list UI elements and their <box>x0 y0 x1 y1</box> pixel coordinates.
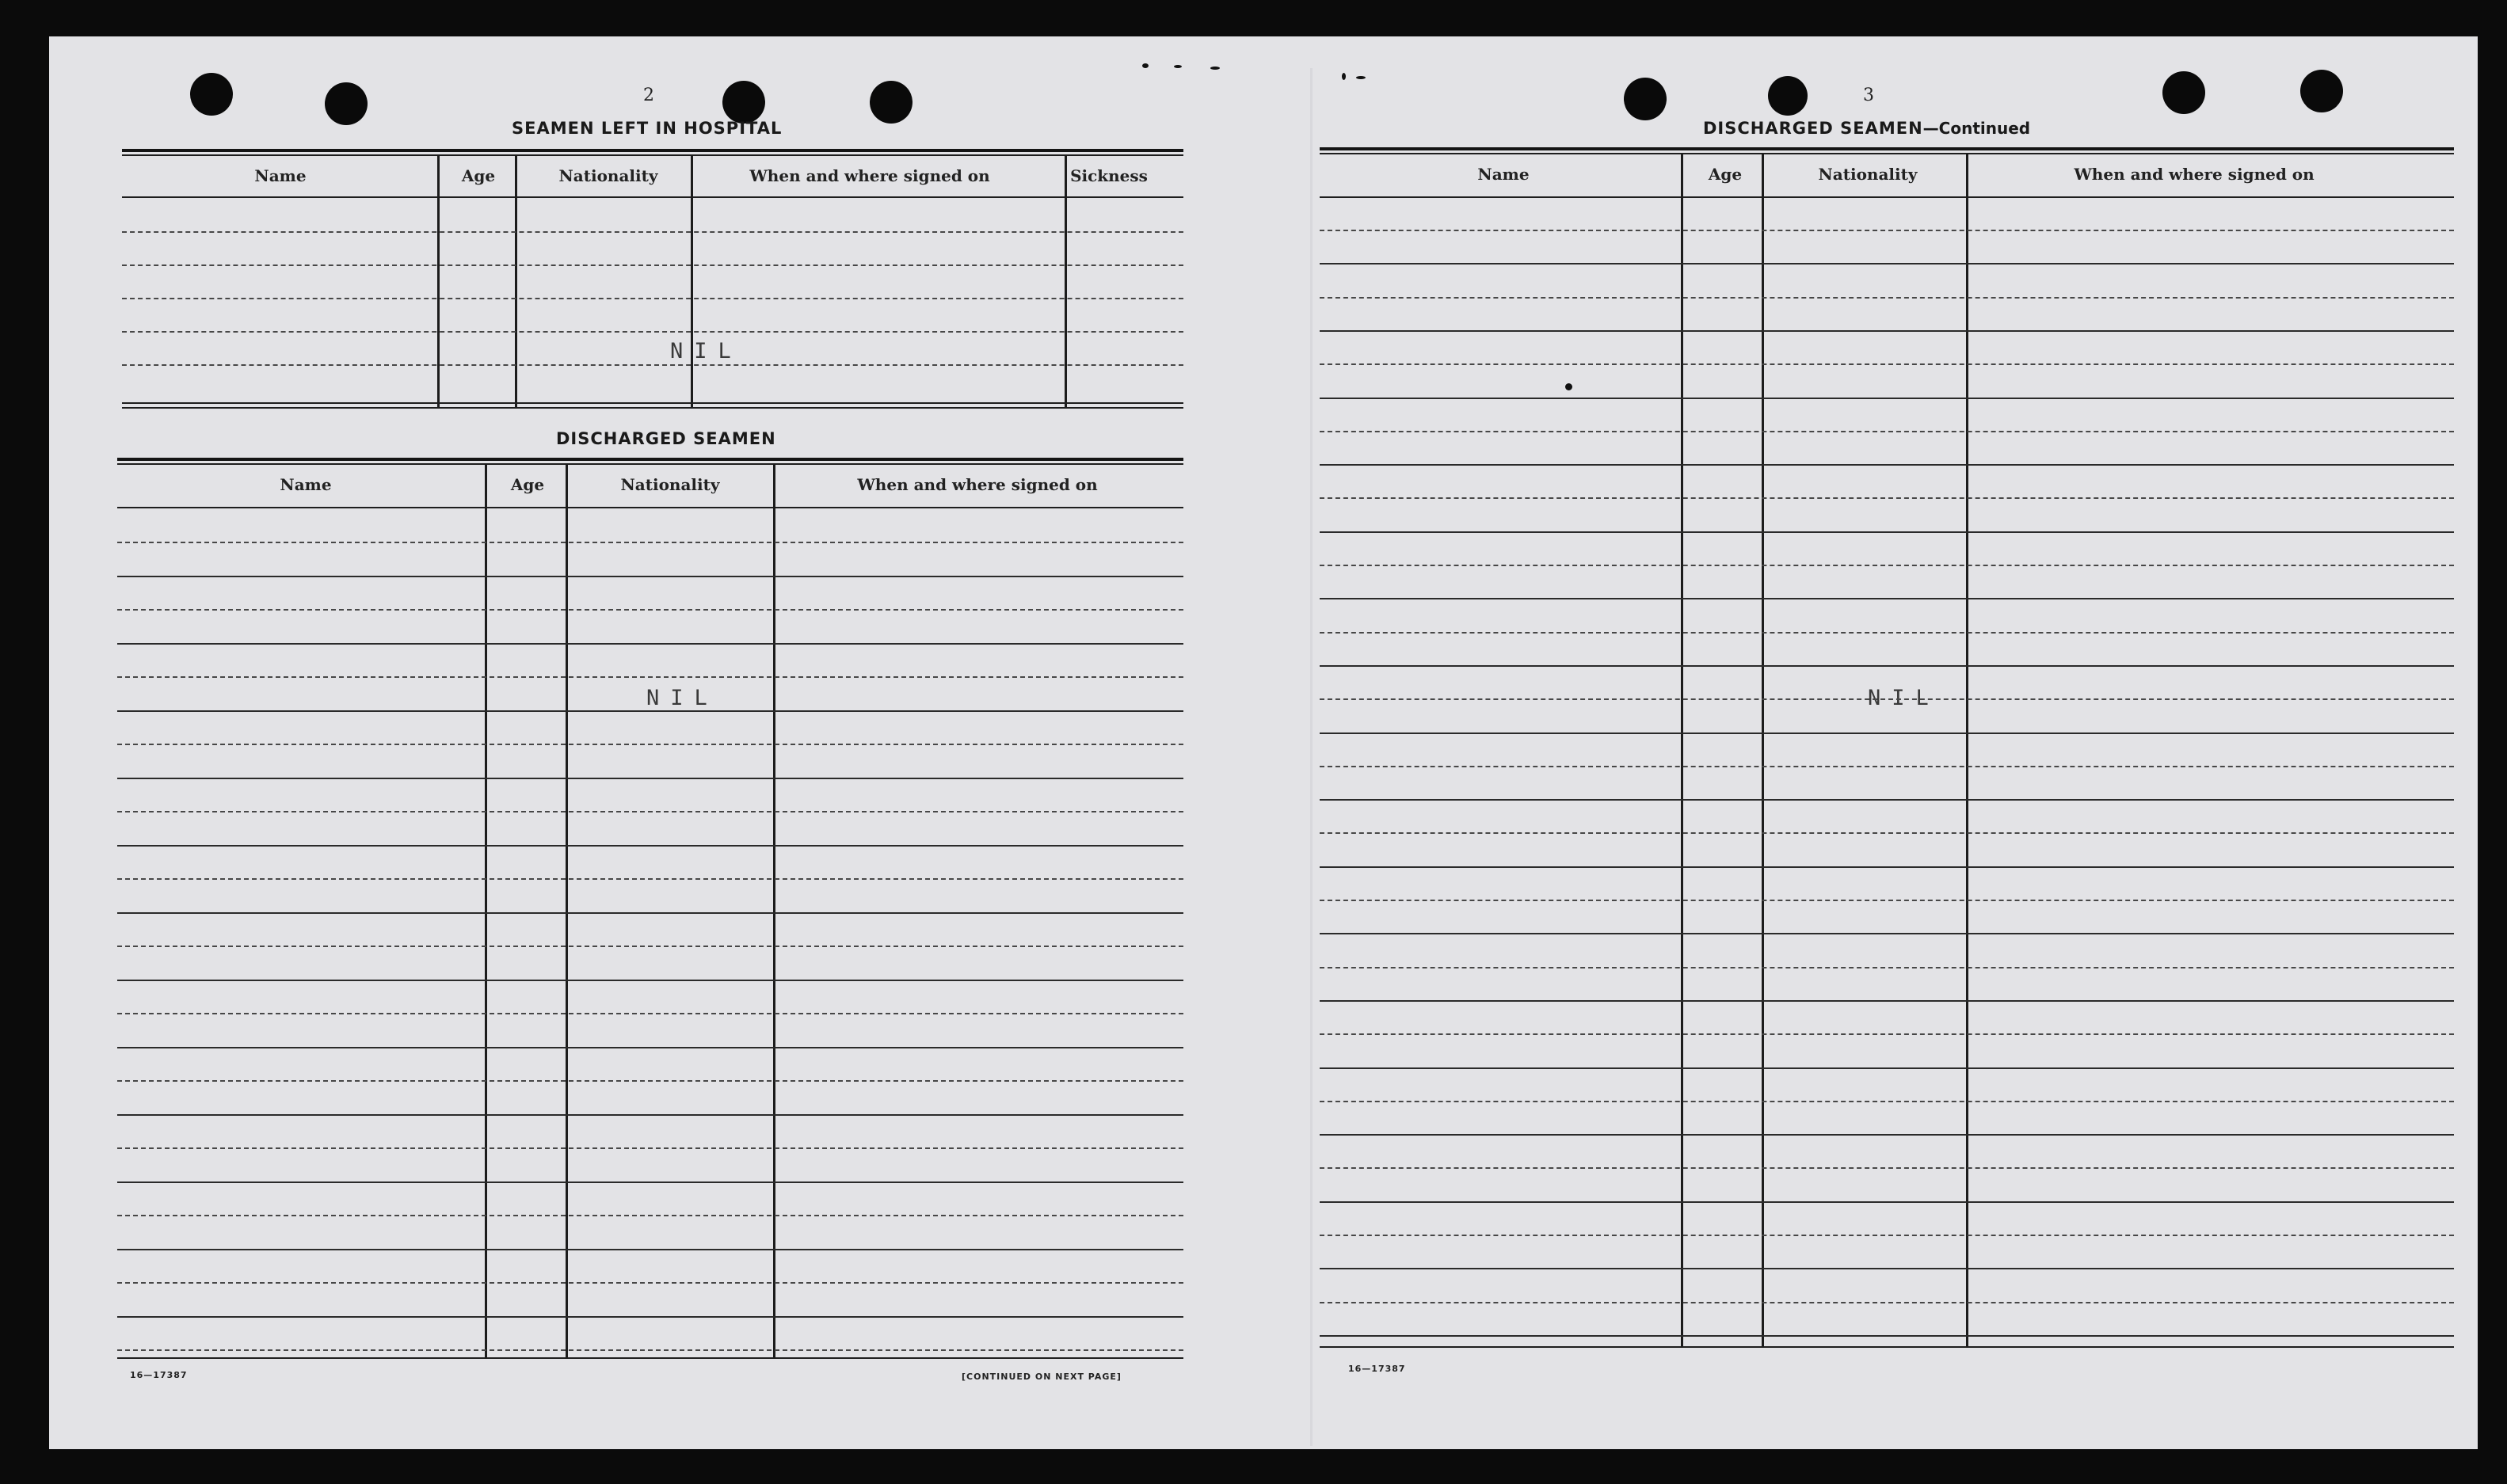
continued-note: [CONTINUED ON NEXT PAGE] <box>962 1372 1122 1382</box>
table-row <box>1320 598 2454 599</box>
column-header-age: Age <box>461 166 496 185</box>
table-row <box>1320 1000 2454 1002</box>
punch-hole <box>1624 78 1667 120</box>
table-row <box>1320 665 2454 667</box>
table-row <box>117 1349 1183 1351</box>
table-row <box>117 609 1183 611</box>
table-row <box>117 778 1183 779</box>
table-row <box>1320 531 2454 533</box>
table-row <box>1320 497 2454 499</box>
ink-speck <box>1142 63 1149 68</box>
table-row <box>1320 363 2454 365</box>
table-row <box>122 364 1183 366</box>
table-row <box>117 912 1183 914</box>
table-row <box>1320 1335 2454 1337</box>
table-row <box>117 643 1183 645</box>
column-header-age: Age <box>510 475 545 494</box>
table-row <box>1320 1033 2454 1035</box>
page-number-right: 3 <box>1863 86 1874 105</box>
punch-hole <box>1768 76 1808 116</box>
table-row <box>117 1080 1183 1082</box>
table-row <box>1320 766 2454 767</box>
form-number-left: 16—17387 <box>130 1370 188 1380</box>
table-row <box>1320 900 2454 901</box>
table-row <box>117 980 1183 981</box>
column-header-nationality: Nationality <box>1818 165 1918 184</box>
form-number-right: 16—17387 <box>1348 1364 1406 1374</box>
section-title-discharged-continued <box>1703 119 2030 138</box>
table-row <box>117 1047 1183 1048</box>
table-row <box>122 231 1183 233</box>
punch-hole <box>2300 70 2343 112</box>
punch-hole <box>870 81 913 124</box>
table-row <box>1320 799 2454 801</box>
table-row <box>122 264 1183 266</box>
table-row <box>117 845 1183 847</box>
column-header-signed-on: When and where signed on <box>2074 165 2315 184</box>
column-header-sickness: Sickness <box>1070 166 1148 185</box>
table-row <box>1320 464 2454 466</box>
column-header-signed-on: When and where signed on <box>857 475 1098 494</box>
table-row <box>117 1316 1183 1318</box>
table-row <box>1320 1268 2454 1269</box>
table-row <box>1320 431 2454 432</box>
column-header-nationality: Nationality <box>558 166 658 185</box>
table-row <box>1320 866 2454 868</box>
column-header-nationality: Nationality <box>620 475 720 494</box>
table-row <box>117 1282 1183 1284</box>
page-fold <box>1310 68 1313 1446</box>
ink-speck <box>1174 65 1182 68</box>
ink-speck <box>1210 67 1220 70</box>
table-row <box>1320 1201 2454 1203</box>
table-row <box>1320 632 2454 634</box>
column-header-name: Name <box>254 166 307 185</box>
document-sheet <box>49 36 2478 1449</box>
table-row <box>117 676 1183 678</box>
table-row <box>117 744 1183 745</box>
table-row <box>117 811 1183 812</box>
punch-hole <box>325 82 368 125</box>
ink-speck <box>1342 73 1346 80</box>
table-row <box>1320 230 2454 231</box>
table-row <box>117 1215 1183 1216</box>
table-row <box>1320 732 2454 734</box>
table-row <box>117 1114 1183 1116</box>
punch-hole <box>2162 71 2205 114</box>
column-header-age: Age <box>1708 165 1743 184</box>
table-row <box>1320 330 2454 332</box>
table-row <box>1320 1302 2454 1303</box>
discharged-table-right <box>1320 147 2454 1383</box>
table-row <box>1320 933 2454 934</box>
section-title-hospital: SEAMEN LEFT IN HOSPITAL <box>512 119 783 138</box>
table-row <box>1320 1167 2454 1169</box>
table-row <box>1320 565 2454 566</box>
column-header-name: Name <box>280 475 332 494</box>
nil-entry-discharged: NIL <box>646 686 718 710</box>
punch-hole <box>722 81 765 124</box>
title-continued: —Continued <box>1922 119 2031 138</box>
table-row <box>1320 1101 2454 1102</box>
title-main: DISCHARGED SEAMEN <box>1703 119 1923 138</box>
table-row <box>1320 967 2454 968</box>
section-title-discharged: DISCHARGED SEAMEN <box>556 429 776 448</box>
table-row <box>1320 698 2454 700</box>
table-row <box>1320 1067 2454 1069</box>
table-row <box>1320 263 2454 264</box>
table-row <box>117 1147 1183 1149</box>
table-row <box>122 331 1183 333</box>
column-header-signed-on: When and where signed on <box>749 166 990 185</box>
table-row <box>117 576 1183 577</box>
column-header-name: Name <box>1477 165 1530 184</box>
table-row <box>1320 832 2454 834</box>
hospital-table <box>122 149 1183 450</box>
table-row <box>117 542 1183 543</box>
table-row <box>117 946 1183 947</box>
table-row <box>1320 398 2454 399</box>
table-row <box>1320 297 2454 299</box>
table-row <box>1320 1235 2454 1236</box>
nil-entry-hospital: NIL <box>670 339 742 363</box>
page-number-left: 2 <box>643 86 654 105</box>
nil-entry-discharged-continued: NIL <box>1868 686 1940 710</box>
table-row <box>117 1013 1183 1014</box>
table-row <box>117 1181 1183 1183</box>
table-row <box>117 710 1183 712</box>
table-row <box>117 878 1183 880</box>
discharged-table-left <box>117 458 1183 1408</box>
ink-speck <box>1356 76 1366 79</box>
table-row <box>117 1249 1183 1250</box>
table-row <box>122 298 1183 299</box>
table-row <box>1320 1134 2454 1136</box>
punch-hole <box>190 73 233 116</box>
